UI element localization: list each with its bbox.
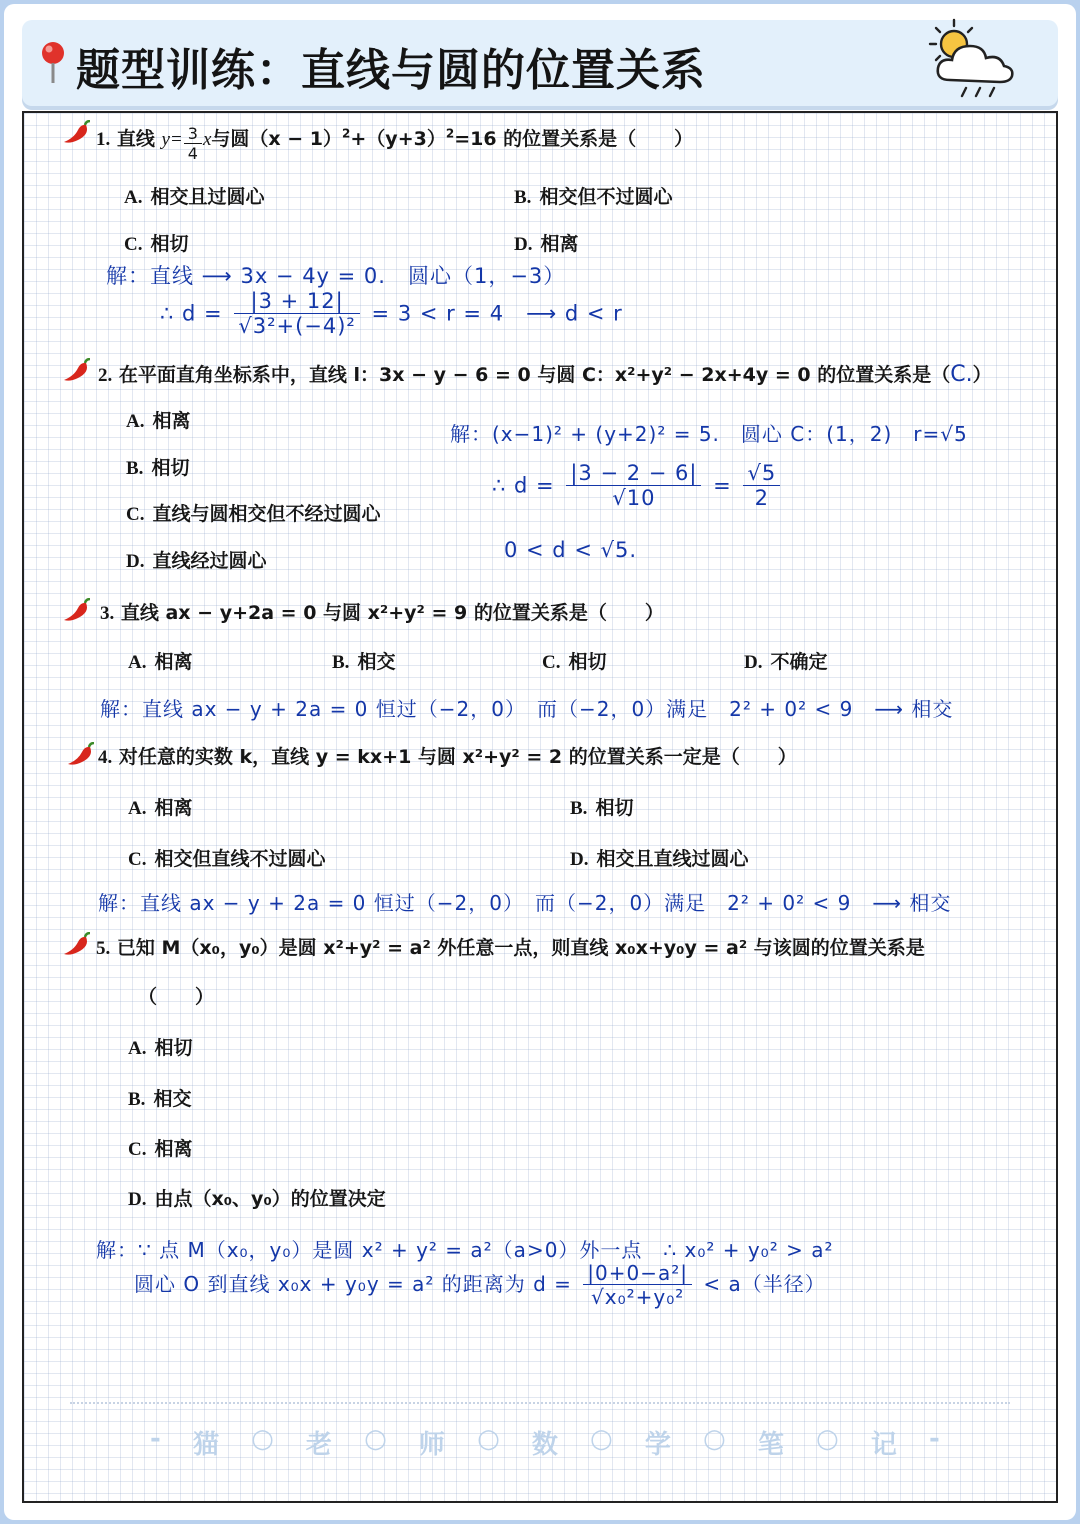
question-1-option-d[interactable]: D. 相离 bbox=[514, 233, 579, 255]
question-5-stem-blank: （ ） bbox=[138, 986, 215, 1008]
question-2-solution-line-1: 解：(x−1)² + (y+2)² = 5. 圆心 C：(1，2) r=√5 bbox=[450, 422, 968, 446]
sun-cloud-rain-icon bbox=[924, 14, 1024, 104]
chili-pepper-icon bbox=[62, 358, 92, 384]
question-3-option-b[interactable]: B. 相交 bbox=[332, 651, 396, 673]
question-3-option-a[interactable]: A. 相离 bbox=[128, 651, 193, 673]
page-title: 题型训练：直线与圆的位置关系 bbox=[76, 45, 706, 96]
question-5-solution-line-1: 解：∵ 点 M（x₀，y₀）是圆 x² + y² = a²（a>0）外一点 ∴ x₀² + y₀² > a² bbox=[96, 1238, 834, 1262]
question-1-option-c[interactable]: C. 相切 bbox=[124, 233, 189, 255]
question-2-option-c[interactable]: C. 直线与圆相交但不经过圆心 bbox=[126, 503, 381, 525]
question-1-option-b[interactable]: B. 相交但不过圆心 bbox=[514, 186, 673, 208]
pushpin-icon bbox=[38, 40, 68, 86]
question-4-option-d[interactable]: D. 相交且直线过圆心 bbox=[570, 848, 749, 870]
chili-pepper-icon bbox=[62, 932, 92, 958]
question-1-solution-line-1: 解：直线 ⟶ 3x − 4y = 0. 圆心（1，−3） bbox=[106, 264, 566, 288]
question-5-solution-line-2: 圆心 O 到直线 x₀x + y₀y = a² 的距离为 d = $\frac{\text{|0+0−a²|}}{\text{√x₀²+y₀²}}$ < a（半径） bbox=[134, 1261, 826, 1309]
question-2-solution-line-2: ∴ d = $\frac{|3 - 2 - 6|}{√10}$ = $\frac{√5}{2}$ bbox=[492, 462, 784, 511]
footer-watermark: - 猫 ○ 老 ○ 师 ○ 数 ○ 学 ○ 笔 ○ 记 - bbox=[150, 1424, 940, 1460]
question-5-stem: 5. 已知 M（x₀，y₀）是圆 x²+y² = a² 外任意一点，则直线 x₀x+y₀y = a² 与该圆的位置关系是 bbox=[96, 937, 925, 959]
question-2-answer: C. bbox=[950, 362, 973, 387]
question-3-option-d[interactable]: D. 不确定 bbox=[744, 651, 828, 673]
question-4-option-a[interactable]: A. 相离 bbox=[128, 797, 193, 819]
chili-pepper-icon bbox=[66, 742, 96, 768]
question-3-stem: 3. 直线 ax − y+2a = 0 与圆 x²+y² = 9 的位置关系是（ ） bbox=[100, 602, 664, 624]
question-2-solution-line-3: 0 < d < √5. bbox=[504, 538, 638, 562]
question-3-option-c[interactable]: C. 相切 bbox=[542, 651, 607, 673]
question-2-option-b[interactable]: B. 相切 bbox=[126, 457, 190, 479]
footer-divider bbox=[70, 1402, 1010, 1404]
question-5-option-b[interactable]: B. 相交 bbox=[128, 1088, 192, 1110]
question-3-solution: 解：直线 ax − y + 2a = 0 恒过（−2，0） 而（−2，0）满足 2² + 0² < 9 ⟶ 相交 bbox=[100, 697, 954, 721]
question-1-solution-line-2: ∴ d = $\frac{|3 + 12|}{\text{√3²+(−4)²}}$ = 3 < r = 4 ⟶ d < r bbox=[160, 289, 623, 339]
question-2-stem: 2. 在平面直角坐标系中，直线 l：3x − y − 6 = 0 与圆 C：x²+y² − 2x+4y = 0 的位置关系是（C.） bbox=[98, 362, 992, 387]
question-5-option-a[interactable]: A. 相切 bbox=[128, 1037, 193, 1059]
question-4-option-b[interactable]: B. 相切 bbox=[570, 797, 634, 819]
question-5-option-d[interactable]: D. 由点（x₀、y₀）的位置决定 bbox=[128, 1188, 386, 1210]
question-1-option-a[interactable]: A. 相交且过圆心 bbox=[124, 186, 265, 208]
question-4-stem: 4. 对任意的实数 k，直线 y = kx+1 与圆 x²+y² = 2 的位置关系一定是（ ） bbox=[98, 746, 797, 768]
question-1-stem: 1. 直线 y= $\frac{3}{4}$ x与圆$(x - 1)^2+(y+3)^2=16$ 的位置关系是（ ） bbox=[96, 124, 694, 163]
question-5-option-c[interactable]: C. 相离 bbox=[128, 1138, 193, 1160]
chili-pepper-icon bbox=[62, 120, 92, 146]
question-2-option-d[interactable]: D. 直线经过圆心 bbox=[126, 550, 267, 572]
question-2-option-a[interactable]: A. 相离 bbox=[126, 410, 191, 432]
question-4-solution: 解：直线 ax − y + 2a = 0 恒过（−2，0） 而（−2，0）满足 2² + 0² < 9 ⟶ 相交 bbox=[98, 891, 952, 915]
question-4-option-c[interactable]: C. 相交但直线不过圆心 bbox=[128, 848, 326, 870]
chili-pepper-icon bbox=[62, 598, 92, 624]
